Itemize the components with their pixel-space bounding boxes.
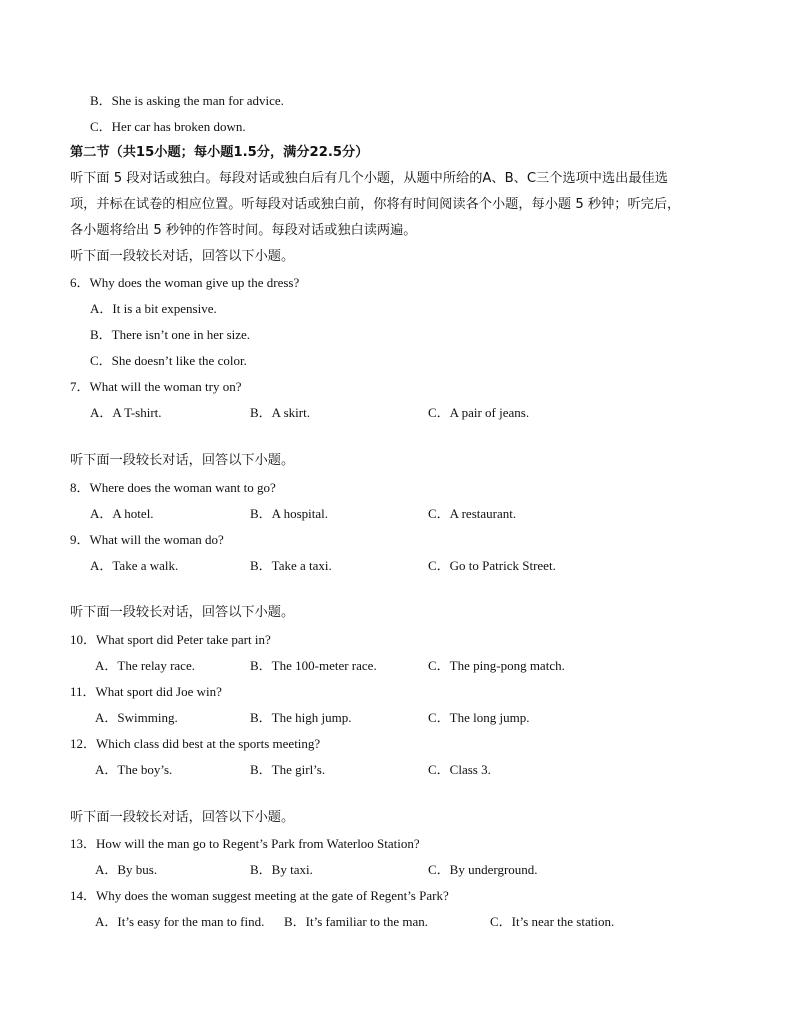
option-b: B．The high jump. — [250, 710, 352, 725]
prev-option-c: C．Her car has broken down. — [90, 119, 246, 134]
option-a: A．The relay race. — [95, 658, 195, 673]
option-c: C．Go to Patrick Street. — [428, 558, 556, 573]
option-c: C．A pair of jeans. — [428, 405, 530, 420]
option-b: B．The girl’s. — [250, 762, 326, 777]
option-b: B．Take a taxi. — [250, 558, 332, 573]
option-c: C．She doesn’t like the color. — [90, 353, 247, 368]
option-a: A．It is a bit expensive. — [90, 301, 217, 316]
option-a: A．By bus. — [95, 862, 158, 877]
option-b: B．By taxi. — [250, 862, 313, 877]
option-b: B．There isn’t one in her size. — [90, 327, 251, 342]
option-a: A．It’s easy for the man to find. — [95, 914, 265, 929]
question-stem: 13．How will the man go to Regent’s Park from Waterloo Station? — [70, 836, 420, 851]
question-stem: 10．What sport did Peter take part in? — [70, 632, 271, 647]
question-stem: 8．Where does the woman want to go? — [70, 480, 276, 495]
option-b: B．It’s familiar to the man. — [284, 914, 429, 929]
section-instructions-line-2: 项，并标在试卷的相应位置。听每段对话或独白前，你将有时间阅读各个小题，每小题 5 秒钟；听完后， — [70, 197, 681, 212]
option-a: A．A hotel. — [90, 506, 154, 521]
question-stem: 7．What will the woman try on? — [70, 379, 242, 394]
dialogue-intro: 听下面一段较长对话，回答以下小题。 — [70, 453, 295, 468]
option-a: A．A T-shirt. — [90, 405, 162, 420]
question-stem: 6．Why does the woman give up the dress? — [70, 275, 300, 290]
option-a: A．Take a walk. — [90, 558, 179, 573]
dialogue-intro: 听下面一段较长对话，回答以下小题。 — [70, 605, 295, 620]
option-c: C．A restaurant. — [428, 506, 517, 521]
option-c: C．By underground. — [428, 862, 538, 877]
option-b: B．The 100-meter race. — [250, 658, 377, 673]
question-stem: 12．Which class did best at the sports meeting? — [70, 736, 321, 751]
dialogue-intro: 听下面一段较长对话，回答以下小题。 — [70, 249, 295, 264]
section-title: 第二节（共15小题；每小题1.5分，满分22.5分） — [70, 145, 369, 160]
question-stem: 11．What sport did Joe win? — [70, 684, 222, 699]
section-instructions-line-1: 听下面 5 段对话或独白。每段对话或独白后有几个小题，从题中所给的A、B、C三个选项中选出最佳选 — [70, 171, 668, 186]
option-a: A．The boy’s. — [95, 762, 173, 777]
dialogue-intro: 听下面一段较长对话，回答以下小题。 — [70, 810, 295, 825]
option-c: C．The ping-pong match. — [428, 658, 565, 673]
option-c: C．The long jump. — [428, 710, 530, 725]
option-a: A．Swimming. — [95, 710, 178, 725]
option-b: B．A hospital. — [250, 506, 329, 521]
option-c: C．It’s near the station. — [490, 914, 615, 929]
question-stem: 14．Why does the woman suggest meeting at the gate of Regent’s Park? — [70, 888, 449, 903]
question-stem: 9．What will the woman do? — [70, 532, 224, 547]
option-c: C．Class 3. — [428, 762, 491, 777]
option-b: B．A skirt. — [250, 405, 310, 420]
section-instructions-line-3: 各小题将给出 5 秒钟的作答时间。每段对话或独白读两遍。 — [70, 223, 417, 238]
prev-option-b: B．She is asking the man for advice. — [90, 93, 284, 108]
